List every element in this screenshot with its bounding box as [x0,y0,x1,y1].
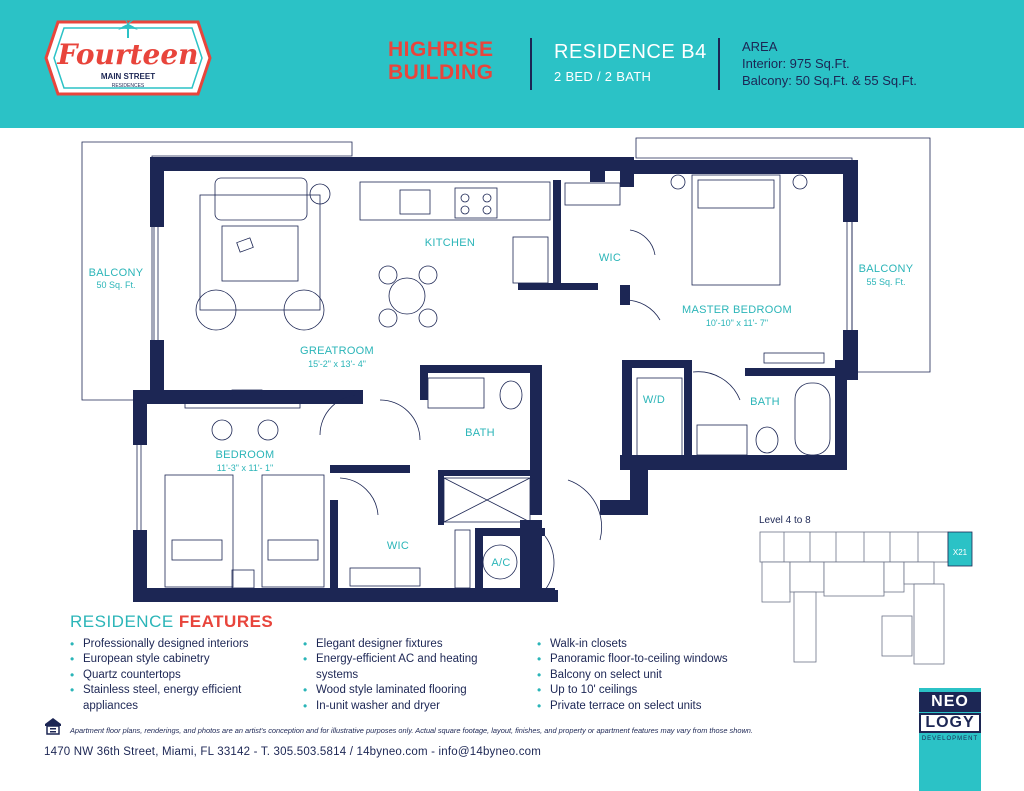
feature-item: • Walk-in closets [537,637,728,652]
exterior-walls [133,157,858,602]
wic-top-label: WIC [598,252,622,264]
neology-line1: NEO [919,692,981,712]
header-divider [718,38,720,90]
neology-line2: LOGY [919,713,981,733]
logo-name: Fourteen [57,38,199,71]
area-info [742,38,917,89]
bath-main-label: BATH [465,427,495,439]
residence-info [554,40,707,88]
area-title: AREA [742,39,778,54]
greatroom-dim: 15'-2" x 13'- 4" [308,359,366,369]
area-interior: Interior: 975 Sq.Ft. [742,56,850,71]
building-line1: HIGHRISE [388,38,494,61]
keyplan-unit: X21 [952,548,968,557]
balcony-left-label: BALCONY [88,267,144,279]
feature-item: • Stainless steel, energy efficient [70,683,249,698]
balcony-right-size: 55 Sq. Ft. [866,277,906,287]
logo-line2: MAIN STREET [100,72,156,81]
equal-housing-icon [44,717,62,737]
features-column-1 [70,637,249,714]
feature-item: • Energy-efficient AC and heating [303,652,478,667]
master-bedroom-dim: 10'-10" x 11'- 7" [705,318,769,328]
feature-item: • In-unit washer and dryer [303,699,478,714]
neology-logo [919,692,981,742]
kitchen-label: KITCHEN [424,237,476,249]
building-type [388,38,518,84]
bedroom-dim: 11'-3" x 11'- 1" [216,463,274,473]
disclaimer: Apartment floor plans, renderings, and photos are an artist's conception and for illustrative purposes only. Actual square footage, layout, finishes, and property or apartment features may vary from those shown. [70,726,753,735]
contact-address: 1470 NW 36th Street, Miami, FL 33142 - T. 305.503.5814 / 14byneo.com - info@14byneo.com [44,746,542,758]
features-title-part2: FEATURES [178,612,274,631]
feature-item: • European style cabinetry [70,652,249,667]
area-balcony: Balcony: 50 Sq.Ft. & 55 Sq.Ft. [742,73,917,88]
feature-item: • Wood style laminated flooring [303,683,478,698]
feature-item: • Balcony on select unit [537,668,728,683]
greatroom-label: GREATROOM [300,345,374,357]
bedroom-label: BEDROOM [215,449,275,461]
wd-label: W/D [642,394,666,406]
wic-bottom-label: WIC [386,540,410,552]
header-divider [530,38,532,90]
beds-baths: 2 BED / 2 BATH [554,69,652,84]
keyplan-label: Level 4 to 8 [759,515,811,526]
header-banner [0,0,1024,128]
residence-name: RESIDENCE B4 [554,41,707,63]
logo-line3: RESIDENCES [111,83,145,89]
ac-label: A/C [491,557,511,569]
feature-item: • Private terrace on select units [537,699,728,714]
feature-item: • Professionally designed interiors [70,637,249,652]
master-bedroom-label: MASTER BEDROOM [682,304,792,316]
balcony-left-size: 50 Sq. Ft. [96,280,136,290]
keyplan-diagram [754,528,984,668]
feature-item-continued: systems [316,668,359,681]
feature-item: • Panoramic floor-to-ceiling windows [537,652,728,667]
features-title [70,612,273,632]
features-title-part1: RESIDENCE [70,612,179,631]
neology-line3: DEVELOPMENT [921,736,979,742]
bath-master-label: BATH [750,396,780,408]
fourteen-logo [44,18,212,98]
fixtures [137,175,852,590]
features-column-3 [537,637,728,714]
feature-item: • Quartz countertops [70,668,249,683]
feature-item: • Elegant designer fixtures [303,637,478,652]
features-column-2 [303,637,478,714]
feature-item-continued: appliances [83,699,138,712]
building-line2: BUILDING [388,61,494,84]
balcony-right-label: BALCONY [858,263,914,275]
feature-item: • Up to 10' ceilings [537,683,728,698]
